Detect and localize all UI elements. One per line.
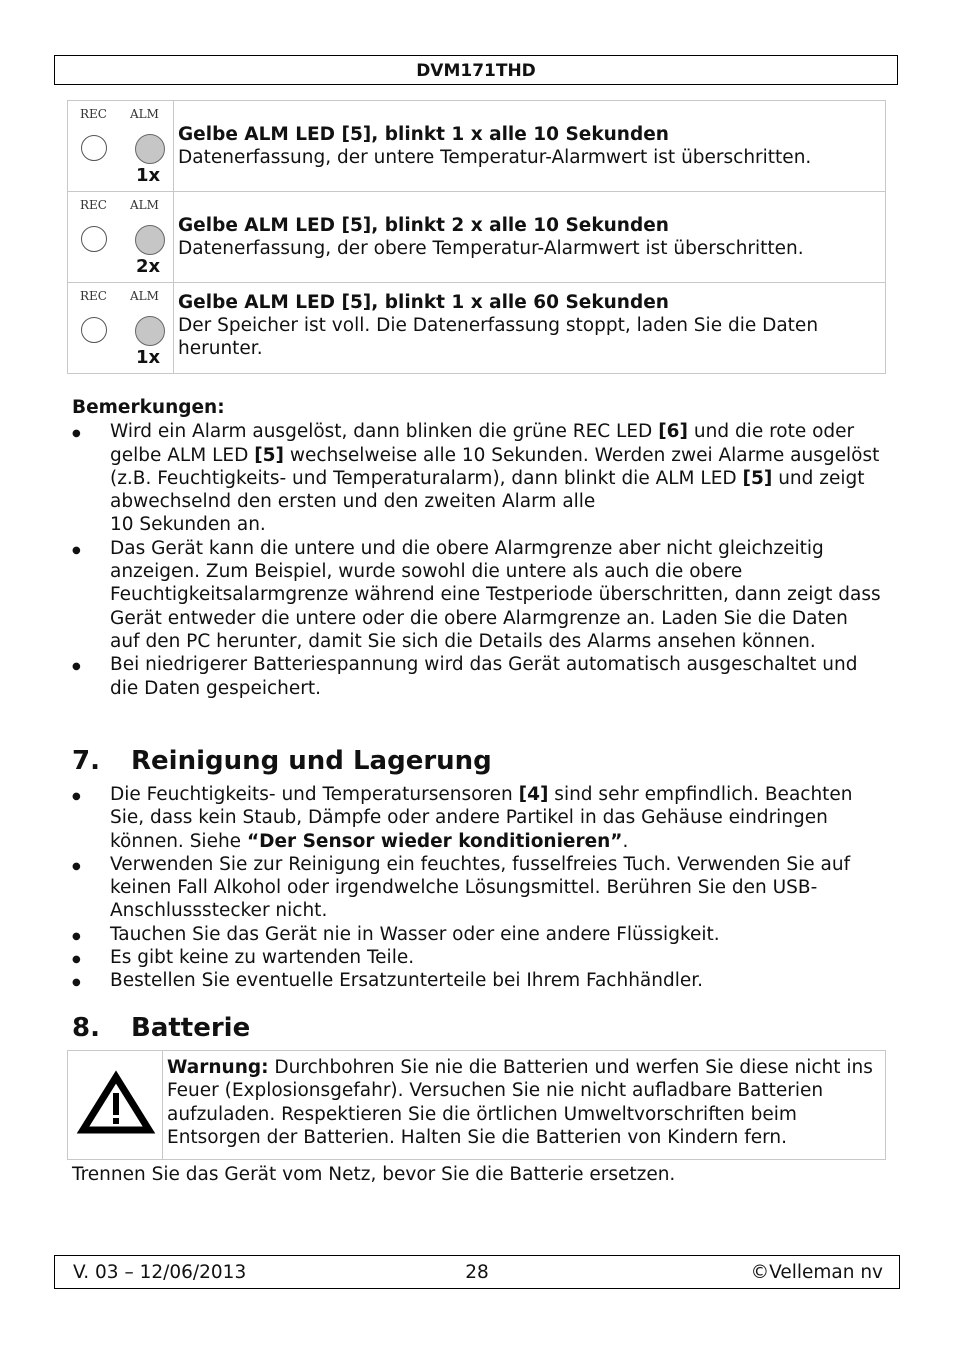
led-row-1 — [68, 101, 886, 192]
battery-warning-box — [67, 1050, 886, 1160]
rec-led-icon — [81, 317, 107, 343]
led-row-title: Gelbe ALM LED [5], blinkt 1 x alle 60 Sekunden — [178, 292, 669, 313]
list-item: ● Verwenden Sie zur Reinigung ein feuchtes, fusselfreies Tuch. Verwenden Sie auf keinen Fall Alkohol oder irgendwelche Lösungsmittel. Berühren Sie den USB-Anschlussstecker nicht. — [72, 853, 882, 923]
warning-triangle-icon — [68, 1051, 162, 1154]
footer-version: V. 03 – 12/06/2013 — [73, 1262, 247, 1283]
remarks-section — [72, 396, 882, 700]
blink-count: 1x — [136, 347, 161, 368]
rec-led-icon — [81, 226, 107, 252]
alm-label: ALM — [130, 198, 159, 212]
alm-led-icon — [135, 316, 165, 346]
alm-label: ALM — [130, 289, 159, 303]
led-row-title: Gelbe ALM LED [5], blinkt 1 x alle 10 Sekunden — [178, 124, 669, 145]
list-item: ● Bei niedrigerer Batteriespannung wird das Gerät automatisch ausgeschaltet und die Daten gespeichert. — [72, 653, 882, 700]
warning-icon-cell — [68, 1051, 163, 1160]
rec-label: REC — [80, 107, 107, 121]
section-8-heading: 8. Batterie — [72, 1013, 251, 1043]
led-icon-cell — [68, 283, 174, 374]
list-item: ● Die Feuchtigkeits- und Temperatursensoren [4] sind sehr empfindlich. Beachten Sie, dass kein Staub, Dämpfe oder andere Partikel in das Gehäuse eindringen können. Siehe “Der Sensor wieder konditionieren”. — [72, 783, 882, 853]
remarks-list — [72, 420, 882, 700]
warning-text: Durchbohren Sie nie die Batterien und werfen Sie diese nicht ins Feuer (Explosionsgefahr). Versuchen Sie nie nicht aufladbare Batterien aufzuladen. Respektieren Sie die örtlichen Umweltvorschriften beim Entsorgen der Batterien. Halten Sie die Batterien von Kindern fern. — [167, 1057, 873, 1148]
led-text-cell — [174, 101, 886, 192]
footer-copyright: ©Velleman nv — [750, 1262, 883, 1283]
led-row-3 — [68, 283, 886, 374]
led-text-cell — [174, 192, 886, 283]
list-item: ● Es gibt keine zu wartenden Teile. — [72, 946, 882, 969]
rec-led-icon — [81, 135, 107, 161]
rec-label: REC — [80, 198, 107, 212]
cleaning-list — [72, 783, 882, 993]
led-row-title: Gelbe ALM LED [5], blinkt 2 x alle 10 Sekunden — [178, 215, 669, 236]
blink-count: 1x — [136, 165, 161, 186]
rec-label: REC — [80, 289, 107, 303]
led-row-2 — [68, 192, 886, 283]
led-row-desc: Datenerfassung, der untere Temperatur-Alarmwert ist überschritten. — [178, 147, 812, 168]
cross-reference-link: “Der Sensor wieder konditionieren” — [246, 830, 623, 852]
alm-label: ALM — [130, 107, 159, 121]
alm-led-icon — [135, 225, 165, 255]
battery-note: Trennen Sie das Gerät vom Netz, bevor Sie die Batterie ersetzen. — [72, 1164, 676, 1185]
header-model: DVM171THD — [54, 55, 898, 85]
led-status-table — [67, 100, 886, 374]
section-7-body — [72, 783, 882, 993]
list-item: ● Tauchen Sie das Gerät nie in Wasser oder eine andere Flüssigkeit. — [72, 923, 882, 946]
led-row-desc: Der Speicher ist voll. Die Datenerfassung stoppt, laden Sie die Daten herunter. — [178, 315, 819, 359]
led-row-desc: Datenerfassung, der obere Temperatur-Alarmwert ist überschritten. — [178, 238, 804, 259]
led-text-cell — [174, 283, 886, 374]
remarks-heading: Bemerkungen: — [72, 397, 225, 418]
list-item: ● Bestellen Sie eventuelle Ersatzunterteile bei Ihrem Fachhändler. — [72, 969, 882, 992]
alm-led-icon — [135, 134, 165, 164]
warning-label: Warnung: — [167, 1057, 269, 1078]
led-icon-cell — [68, 101, 174, 192]
section-7-heading: 7. Reinigung und Lagerung — [72, 746, 492, 776]
list-item: ● Das Gerät kann die untere und die obere Alarmgrenze aber nicht gleichzeitig anzeigen. Zum Beispiel, wurde sowohl die untere als auch die obere Feuchtigkeitsalarmgrenze während eine Testperiode überschritten, dann zeigt dass Gerät entweder die untere oder die obere Alarmgrenze an. Laden Sie die Daten auf den PC herunter, damit Sie sich die Details des Alarms ansehen können. — [72, 537, 882, 653]
footer — [54, 1255, 900, 1289]
led-icon-cell — [68, 192, 174, 283]
blink-count: 2x — [136, 256, 161, 277]
footer-page-number: 28 — [465, 1262, 489, 1283]
list-item: ● Wird ein Alarm ausgelöst, dann blinken die grüne REC LED [6] und die rote oder gelbe ALM LED [5] wechselweise alle 10 Sekunden. Werden zwei Alarme ausgelöst (z.B. Feuchtigkeits- und Temperaturalarm), dann blinkt die ALM LED [5] und zeigt abwechselnd den ersten und den zweiten Alarm alle 10 Sekunden an. — [72, 420, 882, 536]
warning-text-cell — [163, 1051, 886, 1160]
